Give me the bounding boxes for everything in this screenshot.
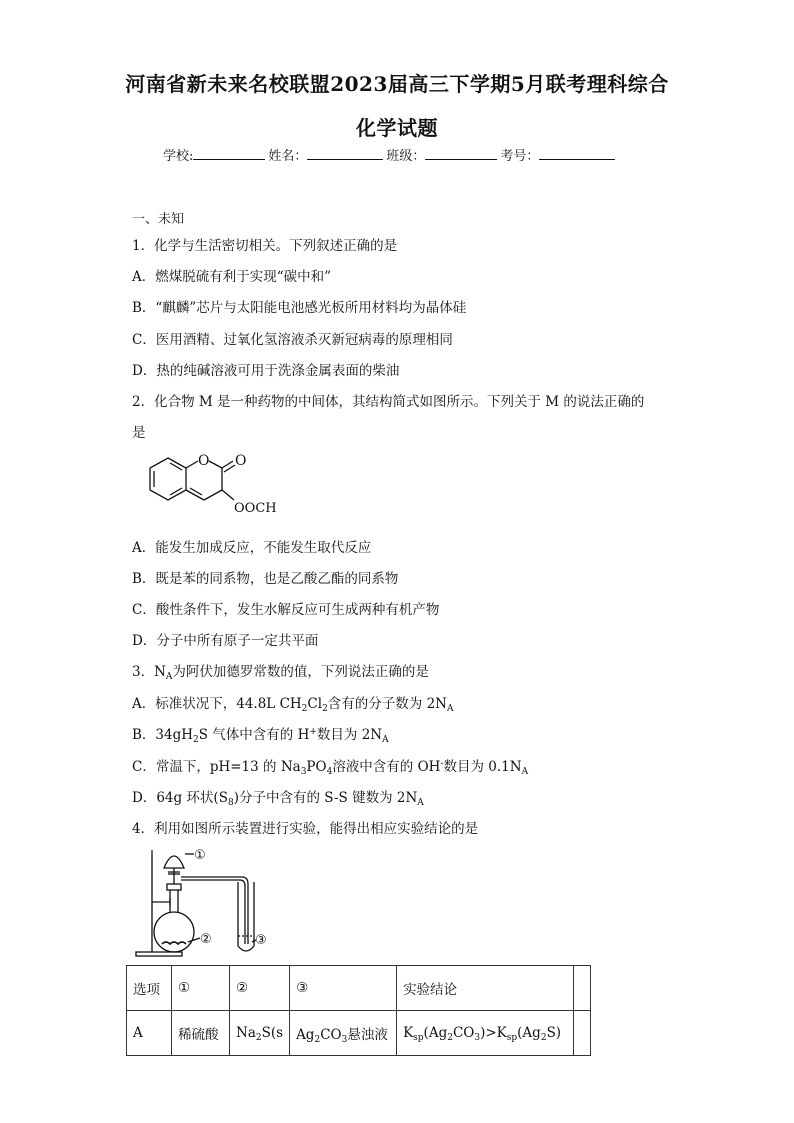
exam-subtitle: 化学试题 [356,116,438,140]
label-testtube-marker: ③ [255,933,267,948]
q1-option-d: D．热的纯碱溶液可用于洗涤金属表面的柴油 [132,363,400,379]
q1-option-a: A．燃煤脱硫有利于实现“碳中和” [132,269,332,285]
q3-stem: 3．$N_A$为阿伏加德罗常数的值，下列说法正确的是 [132,664,429,682]
q1-option-b: B．“麒麟”芯片与太阳能电池感光板所用材料均为晶体硅 [132,300,467,316]
section-title: 一、未知 [132,212,185,227]
q3-option-c: C．常温下，pH=13 的 $Na_3PO_4$溶液中含有的 OH-数目为 $0.1N_A$ [132,759,529,777]
label-flask-marker: ② [200,932,212,947]
table-header-cell: ③ [290,966,397,1011]
q2-option-a: A．能发生加成反应，不能发生取代反应 [132,540,372,556]
name-field[interactable] [307,145,383,160]
q2-option-c: C．酸性条件下，发生水解反应可生成两种有机产物 [132,602,440,618]
table-row [127,1011,591,1056]
class-label: 班级： [386,149,426,164]
q4-stem: 4．利用如图所示装置进行实验，能得出相应实验结论的是 [132,821,479,837]
id-label: 考号： [500,149,540,164]
table-header-cell [574,966,591,1011]
exam-title: 河南省新未来名校联盟2023届高三下学期5月联考理科综合 [125,72,669,96]
table-cell-option: A [127,1011,172,1056]
table-cell-reagent1: 稀硫酸 [172,1011,230,1056]
q2-option-d: D．分子中所有原子一定共平面 [132,633,319,649]
table-header-row [127,966,591,1011]
table-header-cell: ② [230,966,290,1011]
table-cell-empty [574,1011,591,1056]
table-cell-reagent3: $Ag_2CO_3$悬浊液 [290,1011,397,1056]
class-field[interactable] [425,145,497,160]
table-cell-reagent2: $Na_2S(s$ [230,1011,290,1056]
q2-stem-cont: 是 [132,425,146,441]
q4-options-table [126,965,591,1056]
table-header-cell: 选项 [127,966,172,1011]
ring-oxygen-label: O [198,453,210,469]
carbonyl-oxygen-label: O [235,453,247,469]
q3-option-d: D．64g 环状$(S_8)$分子中含有的 S-S 键数为 $2N_A$ [132,790,424,808]
id-field[interactable] [539,145,615,160]
q1-option-c: C．医用酒精、过氧化氢溶液杀灭新冠病毒的原理相同 [132,332,453,348]
q3-option-b: B．$34gH_2S$ 气体中含有的 H+数目为 $2N_A$ [132,727,389,745]
q2-stem: 2．化合物 M 是一种药物的中间体，其结构简式如图所示。下列关于 M 的说法正确的 [132,394,645,410]
name-label: 姓名： [268,149,308,164]
label-funnel-marker: ① [194,848,206,863]
compound-m-structure [142,448,292,520]
table-header-cell: 实验结论 [397,966,574,1011]
q1-stem: 1．化学与生活密切相关。下列叙述正确的是 [132,238,398,254]
school-label: 学校: [163,149,194,164]
school-field[interactable] [193,145,265,160]
table-cell-conclusion: $K_{sp}(Ag_2CO_3)>K_{sp}(Ag_2S)$ [397,1011,574,1056]
table-header-cell: ① [172,966,230,1011]
q2-option-b: B．既是苯的同系物，也是乙酸乙酯的同系物 [132,571,399,587]
experiment-apparatus-diagram [130,840,280,962]
formate-group-label: OOCH [234,501,277,516]
student-info-row [163,145,618,164]
q3-option-a: A．标准状况下，44.8L $CH_2Cl_2$含有的分子数为 $2N_A$ [132,696,454,714]
